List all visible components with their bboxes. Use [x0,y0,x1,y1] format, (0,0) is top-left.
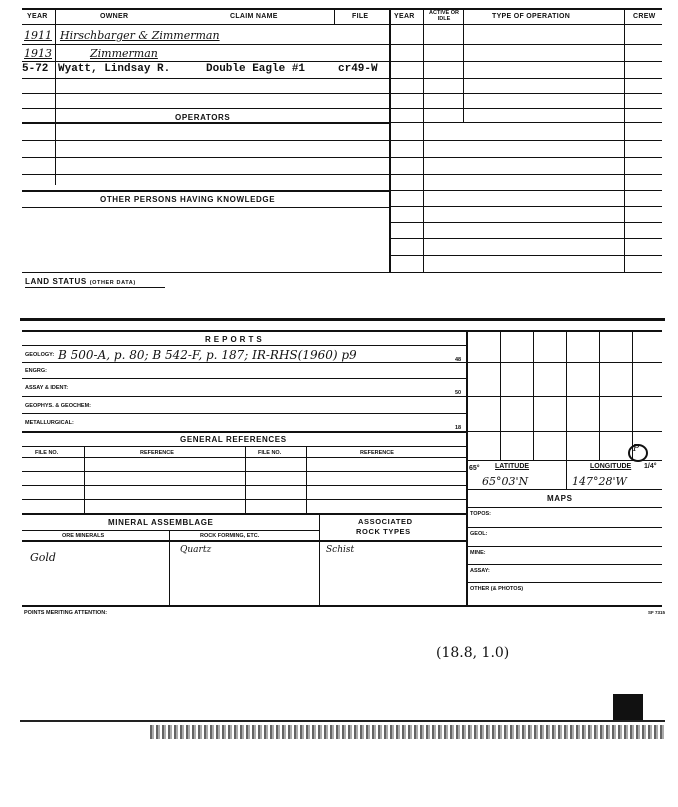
ref-reference-header: REFERENCE [140,450,174,456]
ref-file-no-header: FILE NO. [35,450,59,456]
maps-topos-label: TOPOS: [470,511,491,517]
knowledge-title: OTHER PERSONS HAVING KNOWLEDGE [100,195,276,204]
points-meriting-attention-label: POINTS MERITING ATTENTION: [24,610,108,616]
black-block [613,694,643,720]
latitude-value: 65°03'N [482,475,529,488]
header-type-of-operation: TYPE OF OPERATION [492,13,571,20]
rock-types-title: ROCK TYPES [356,527,411,536]
maps-other-label: OTHER (& PHOTOS) [470,586,524,592]
row-2-owner: Zimmerman [90,47,158,60]
coords-note: (18.8, 1.0) [436,645,510,661]
header-activity-year: YEAR [394,13,415,20]
maps-title: MAPS [547,494,573,503]
operators-title: OPERATORS [175,113,231,122]
latitude-label: LATITUDE [495,463,530,470]
maps-assay-label: ASSAY: [470,568,490,574]
longitude-value: 147°28'W [572,475,627,488]
ore-mineral-value: Gold [30,551,56,564]
rock-forming-value: Quartz [180,545,212,555]
row-3-file: cr49-W [338,63,378,75]
geophys-label: GEOPHYS. & GEOCHEM: [25,403,92,409]
header-file: FILE [352,13,369,20]
lon-suffix: 1/4° [644,463,657,470]
bottom-rule [20,720,665,722]
rock-forming-header: ROCK FORMING, ETC. [200,533,260,539]
reports-title: REPORTS [205,335,265,344]
geology-num: 48 [455,357,462,363]
header-active-or-idle: ACTIVE OR IDLE [429,10,459,22]
header-owner: OWNER [100,13,129,20]
associated-title: ASSOCIATED [358,517,413,526]
general-references-title: GENERAL REFERENCES [180,435,287,444]
maps-mine-label: MINE: [470,550,486,556]
header-crew: CREW [633,13,656,20]
divider-band [20,318,665,321]
maps-geol-label: GEOL: [470,531,488,537]
row-3-owner: Wyatt, Lindsay R. [58,63,171,75]
header-claim-name: CLAIM NAME [230,13,278,20]
circled-letter: P [633,444,640,454]
longitude-label: LONGITUDE [590,463,632,470]
row-1-owner: Hirschbarger & Zimmerman [60,29,220,42]
ref-reference-2-header: REFERENCE [360,450,394,456]
metallurgical-label: METALLURGICAL: [25,420,74,426]
header-year: YEAR [27,13,48,20]
row-2-year: 1913 [24,47,52,60]
form-number: SF 7315 [648,610,666,615]
mineral-assemblage-title: MINERAL ASSEMBLAGE [108,518,214,527]
assay-num: 50 [455,390,462,396]
land-status-label: LAND STATUS (OTHER DATA) [25,277,136,286]
ref-file-no-2-header: FILE NO. [258,450,282,456]
row-3-year: 5-72 [22,63,49,75]
row-3-claim: Double Eagle #1 [206,63,306,75]
assay-label: ASSAY & IDENT: [25,385,69,391]
geology-value: B 500-A, p. 80; B 542-F, p. 187; IR-RHS(1960) p9 [58,348,357,362]
lat-prefix: 65° [469,465,480,472]
geology-label: GEOLOGY: [25,352,55,358]
row-1-year: 1911 [24,29,52,42]
assoc-rock-value: Schist [326,545,355,555]
scan-noise [150,725,665,739]
engrg-label: ENGRG: [25,368,47,374]
ore-minerals-header: ORE MINERALS [62,533,105,539]
metallurgical-num: 18 [455,425,462,431]
